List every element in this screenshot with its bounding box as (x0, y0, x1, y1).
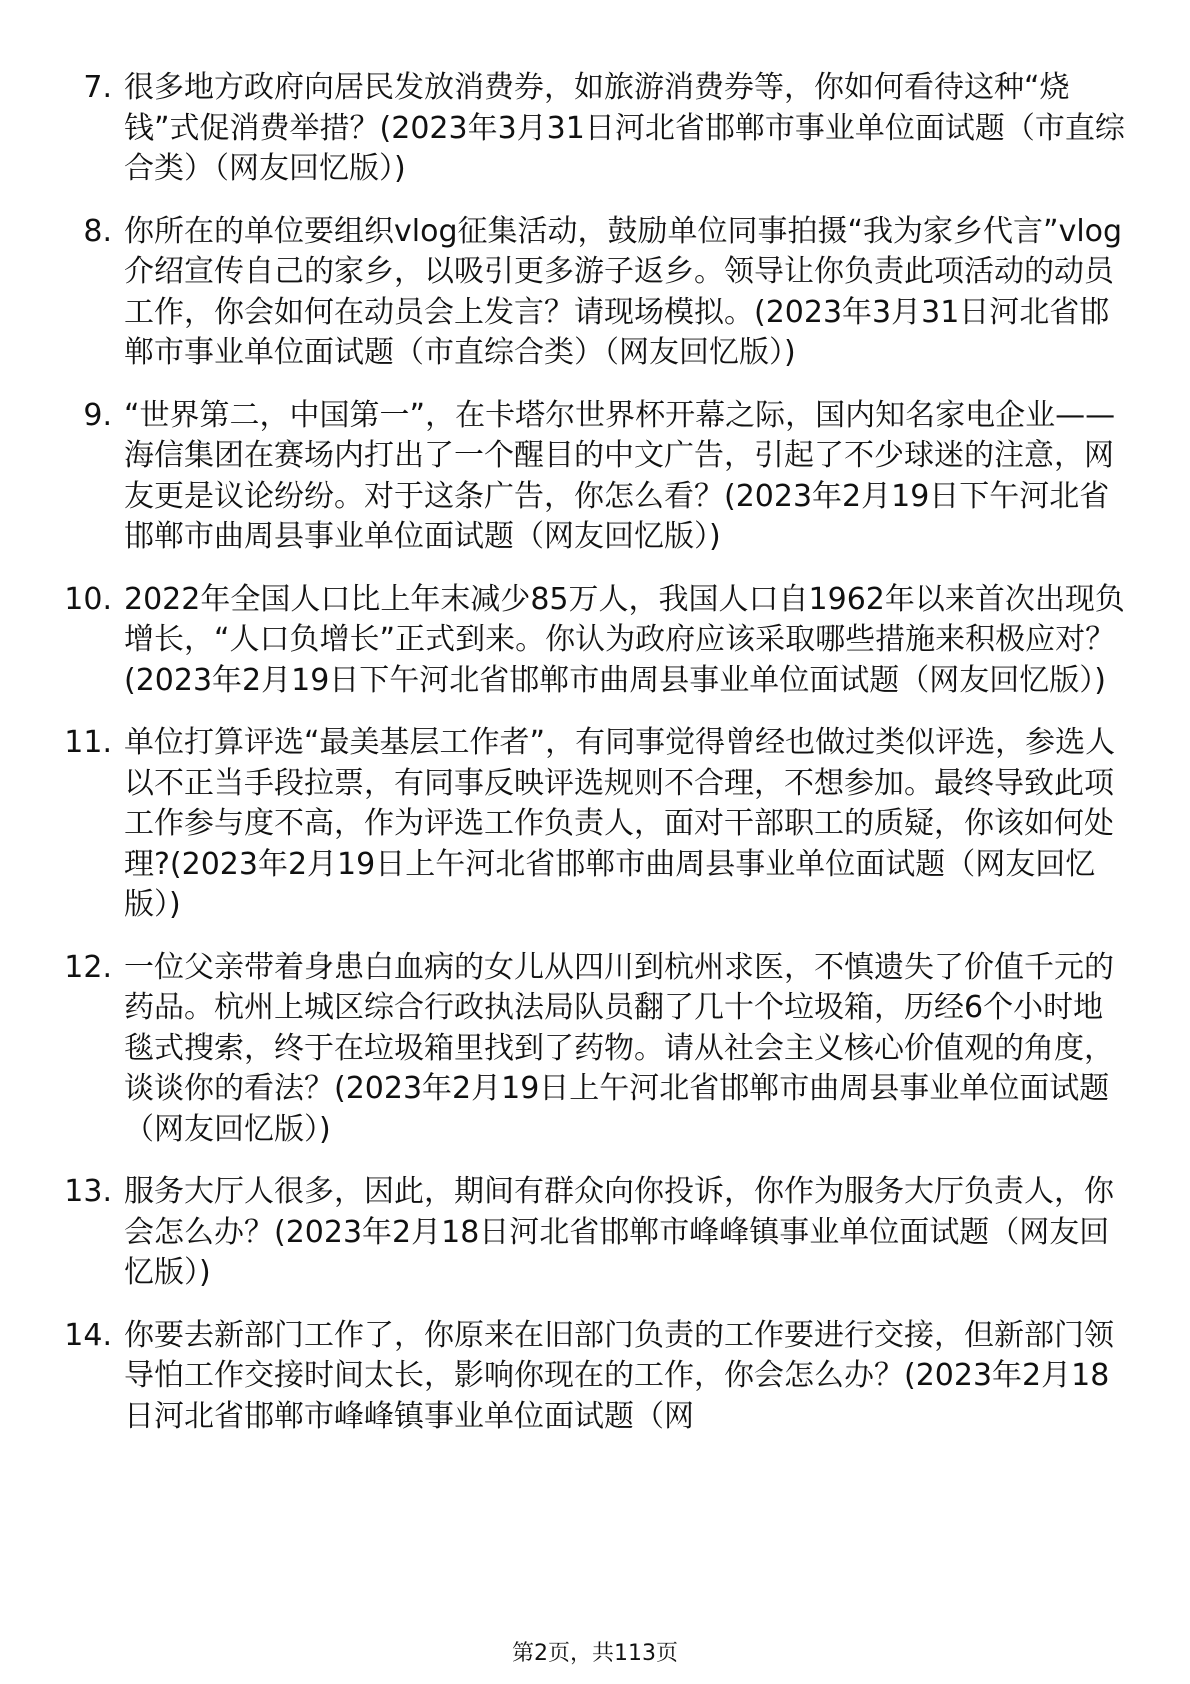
question-number: 14. (64, 1317, 112, 1353)
question-item-12 (60, 948, 1125, 1151)
question-item-9 (60, 396, 1125, 558)
question-text: 2022年全国人口比上年末减少85万人，我国人口自1962年以来首次出现负增长，“人口负增长”正式到来。你认为政府应该采取哪些措施来积极应对？(2023年2月19日下午河北省邯郸市曲周县事业单位面试题（网友回忆版）) (124, 581, 1125, 698)
question-text: 一位父亲带着身患白血病的女儿从四川到杭州求医，不慎遗失了价值千元的药品。杭州上城区综合行政执法局队员翻了几十个垃圾箱，历经6个小时地毯式搜索，终于在垃圾箱里找到了药物。请从社会主义核心价值观的角度，谈谈你的看法？(2023年2月19日上午河北省邯郸市曲周县事业单位面试题（网友回忆版）) (124, 949, 1114, 1147)
question-number: 10. (64, 581, 112, 617)
question-number: 8. (83, 213, 112, 249)
question-text: 服务大厅人很多，因此，期间有群众向你投诉，你作为服务大厅负责人，你会怎么办？(2023年2月18日河北省邯郸市峰峰镇事业单位面试题（网友回忆版）) (124, 1174, 1114, 1290)
question-item-7 (60, 68, 1125, 190)
question-item-10 (60, 580, 1125, 702)
question-number: 9. (83, 397, 112, 433)
question-text: 单位打算评选“最美基层工作者”，有同事觉得曾经也做过类似评选，参选人以不正当手段拉票，有同事反映评选规则不合理，不想参加。最终导致此项工作参与度不高，作为评选工作负责人，面对干部职工的质疑，你该如何处理?(2023年2月19日上午河北省邯郸市曲周县事业单位面试题（网友回忆版）) (124, 725, 1116, 922)
question-item-8 (60, 212, 1125, 374)
question-text: 很多地方政府向居民发放消费券，如旅游消费券等，你如何看待这种“烧钱”式促消费举措？(2023年3月31日河北省邯郸市事业单位面试题（市直综合类）（网友回忆版）) (124, 70, 1125, 186)
question-item-11 (60, 723, 1125, 926)
question-number: 11. (64, 725, 112, 760)
question-number: 12. (64, 949, 112, 985)
page-number: 第2页，共113页 (512, 1641, 678, 1666)
question-text: 你所在的单位要组织vlog征集活动，鼓励单位同事拍摄“我为家乡代言”vlog介绍宣传自己的家乡，以吸引更多游子返乡。领导让你负责此项活动的动员工作，你会如何在动员会上发言？请现场模拟。(2023年3月31日河北省邯郸市事业单位面试题（市直综合类）（网友回忆版）) (124, 213, 1123, 370)
question-item-14 (60, 1316, 1125, 1438)
question-text: 你要去新部门工作了，你原来在旧部门负责的工作要进行交接，但新部门领导怕工作交接时间太长，影响你现在的工作，你会怎么办？(2023年2月18日河北省邯郸市峰峰镇事业单位面试题（网 (124, 1317, 1114, 1434)
question-number: 13. (64, 1174, 112, 1209)
question-number: 7. (83, 70, 112, 105)
question-text: “世界第二，中国第一”，在卡塔尔世界杯开幕之际，国内知名家电企业——海信集团在赛场内打出了一个醒目的中文广告，引起了不少球迷的注意，网友更是议论纷纷。对于这条广告，你怎么看？(2023年2月19日下午河北省邯郸市曲周县事业单位面试题（网友回忆版）) (124, 397, 1116, 554)
question-list (60, 68, 1125, 1459)
question-item-13 (60, 1172, 1125, 1294)
